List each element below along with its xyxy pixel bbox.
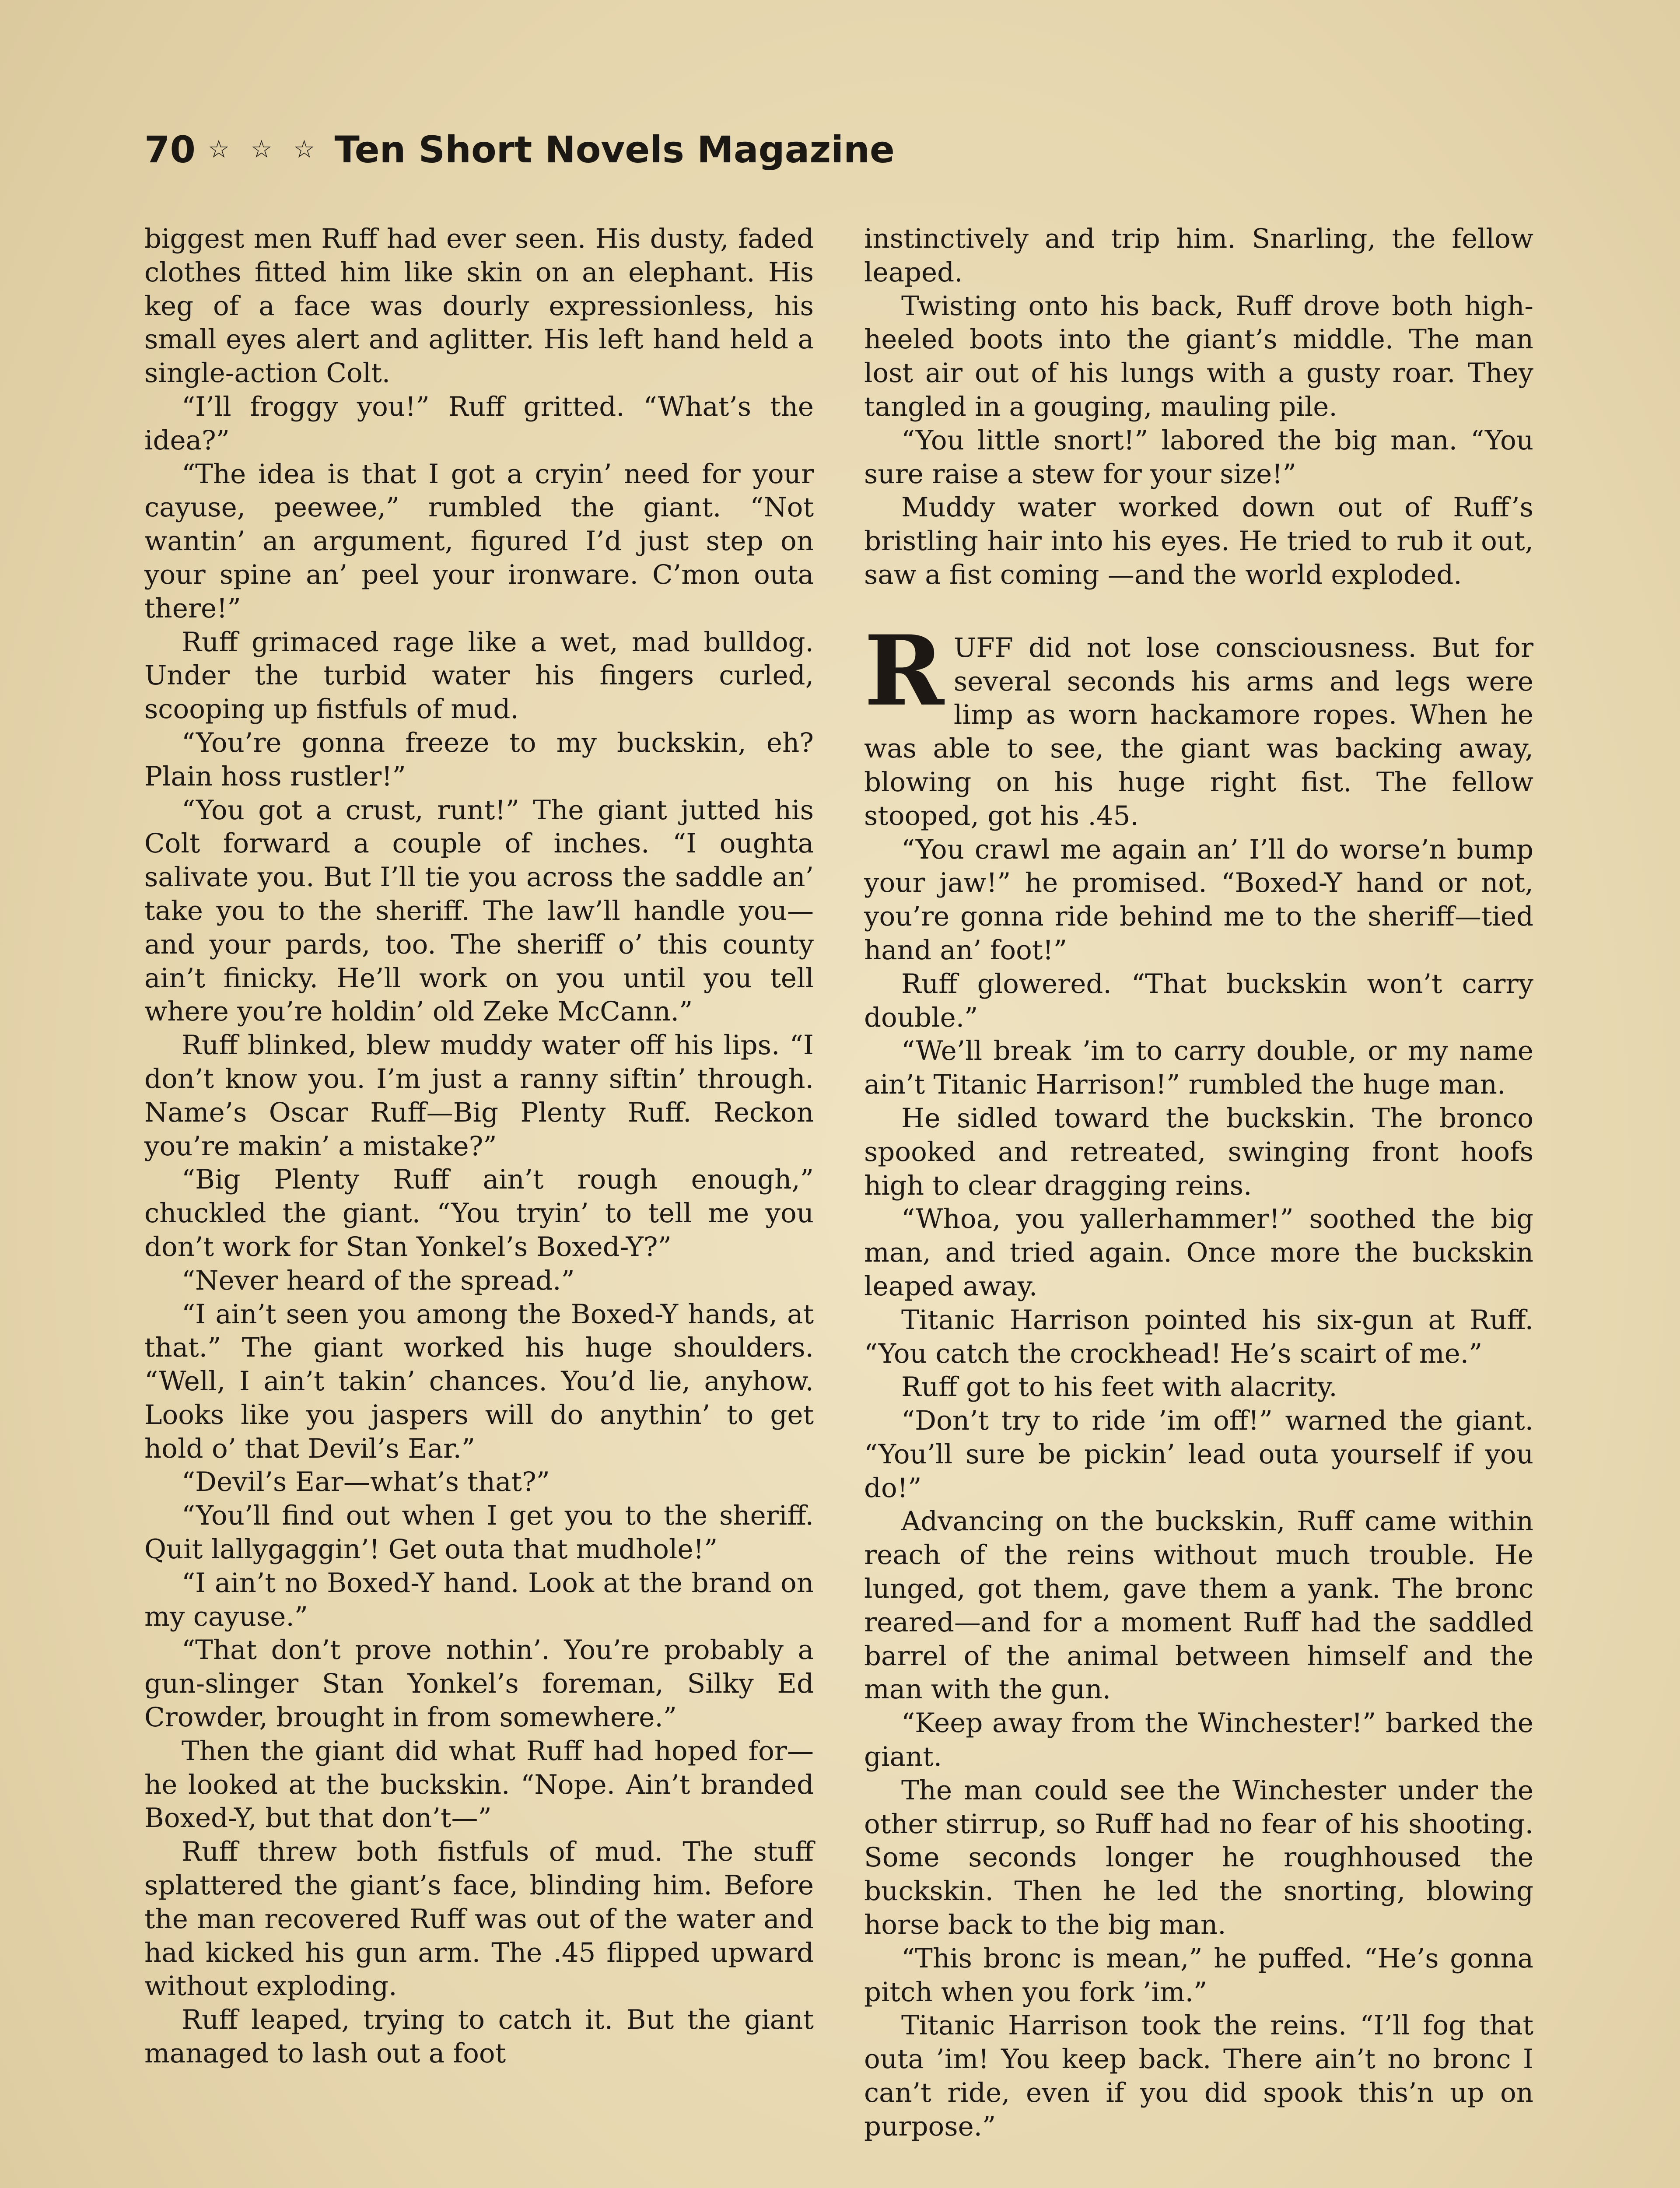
- paragraph: “Keep away from the Winchester!” barked the giant.: [864, 1708, 1533, 1773]
- left-column: [144, 222, 814, 2071]
- paragraph: “You little snort!” labored the big man. “You sure raise a stew for your size!”: [864, 424, 1533, 490]
- paragraph: Muddy water worked down out of Ruff’s bristling hair into his eyes. He tried to rub it out, saw a fist coming —and the world exploded.: [864, 492, 1533, 590]
- paragraph: Ruff blinked, blew muddy water off his lips. “I don’t know you. I’m just a ranny siftin’ through. Name’s Oscar Ruff—Big Plenty Ruff. Reckon you’re makin’ a mistake?”: [144, 1030, 814, 1162]
- paragraph: instinctively and trip him. Snarling, the fellow leaped.: [864, 223, 1533, 288]
- paragraph: “Don’t try to ride ’im off!” warned the giant. “You’ll sure be pickin’ lead outa yourself if you do!”: [864, 1405, 1533, 1504]
- paragraph: “Whoa, you yallerhammer!” soothed the big man, and tried again. Once more the buckskin leaped away.: [864, 1203, 1533, 1302]
- paragraph: “We’ll break ’im to carry double, or my name ain’t Titanic Harrison!” rumbled the huge man.: [864, 1035, 1533, 1101]
- paragraph: “You crawl me again an’ I’ll do worse’n bump your jaw!” he promised. “Boxed-Y hand or not, you’re gonna ride behind me to the sheriff—tied hand an’ foot!”: [864, 834, 1533, 966]
- paragraph: “You’re gonna freeze to my buckskin, eh? Plain hoss rustler!”: [144, 727, 814, 792]
- paragraph: Then the giant did what Ruff had hoped for—he looked at the buckskin. “Nope. Ain’t branded Boxed-Y, but that don’t—”: [144, 1735, 814, 1834]
- paragraph: biggest men Ruff had ever seen. His dusty, faded clothes fitted him like skin on an elephant. His keg of a face was dourly expressionless, his small eyes alert and aglitter. His left hand held a single-action Colt.: [144, 223, 814, 389]
- paragraph: Advancing on the buckskin, Ruff came within reach of the reins without much trouble. He lunged, got them, gave them a yank. The bronc reared—and for a moment Ruff had the saddled barrel of the animal between himself and the man with the gun.: [864, 1506, 1533, 1705]
- paragraph: “You’ll find out when I get you to the sheriff. Quit lallygaggin’! Get outa that mudhole!”: [144, 1500, 814, 1565]
- paragraph: Twisting onto his back, Ruff drove both high-heeled boots into the giant’s middle. The man lost air out of his lungs with a gusty roar. They tangled in a gouging, mauling pile.: [864, 290, 1533, 422]
- paragraph: “I ain’t seen you among the Boxed-Y hands, at that.” The giant worked his huge shoulders. “Well, I ain’t takin’ chances. You’d lie, anyhow. Looks like you jaspers will do anythin’ to get hold o’ that Devil’s Ear.”: [144, 1298, 814, 1464]
- paragraph: Ruff glowered. “That buckskin won’t carry double.”: [864, 968, 1533, 1033]
- magazine-title: Ten Short Novels Magazine: [334, 128, 895, 171]
- paragraph: “I’ll froggy you!” Ruff gritted. “What’s the idea?”: [144, 391, 814, 456]
- paragraph: “Devil’s Ear—what’s that?”: [182, 1466, 550, 1498]
- paragraph: Ruff got to his feet with alacrity.: [901, 1371, 1337, 1403]
- paragraph: “Big Plenty Ruff ain’t rough enough,” chuckled the giant. “You tryin’ to tell me you don’t work for Stan Yonkel’s Boxed-Y?”: [144, 1164, 814, 1262]
- drop-cap-text: UFF did not lose consciousness. But for several seconds his arms and legs were limp as worn hackamore ropes. When he was able to see, the giant was backing away, blowing on his huge right fist. The fellow stooped, got his .45.: [864, 632, 1533, 831]
- paragraph: “The idea is that I got a cryin’ need for your cayuse, peewee,” rumbled the giant. “Not wantin’ an argument, figured I’d just step on your spine an’ peel your ironware. C’mon outa there!”: [144, 458, 814, 624]
- paragraph: Titanic Harrison pointed his six-gun at Ruff. “You catch the crockhead! He’s scairt of me.”: [864, 1304, 1533, 1369]
- page-header: [144, 128, 895, 171]
- right-column: [864, 222, 1533, 2144]
- paragraph: Ruff threw both fistfuls of mud. The stuff splattered the giant’s face, blinding him. Before the man recovered Ruff was out of the water and had kicked his gun arm. The .45 flipped upward without exploding.: [144, 1836, 814, 2002]
- section-opening-paragraph: [864, 614, 1533, 833]
- page-number: 70: [144, 128, 196, 171]
- paragraph: He sidled toward the buckskin. The bronco spooked and retreated, swinging front hoofs high to clear dragging reins.: [864, 1102, 1533, 1201]
- star-ornaments: ☆ ☆ ☆: [207, 135, 322, 164]
- paragraph: “Never heard of the spread.”: [182, 1265, 575, 1296]
- paragraph: Titanic Harrison took the reins. “I’ll fog that outa ’im! You keep back. There ain’t no bronc I can’t ride, even if you did spook this’n up on purpose.”: [864, 2010, 1533, 2142]
- paragraph: “You got a crust, runt!” The giant jutted his Colt forward a couple of inches. “I oughta salivate you. But I’ll tie you across the saddle an’ take you to the sheriff. The law’ll handle you—and your pards, too. The sheriff o’ this county ain’t finicky. He’ll work on you until you tell where you’re holdin’ old Zeke McCann.”: [144, 794, 814, 1027]
- drop-cap: R: [864, 614, 944, 727]
- paragraph: “This bronc is mean,” he puffed. “He’s gonna pitch when you fork ’im.”: [864, 1943, 1533, 2008]
- paragraph: The man could see the Winchester under the other stirrup, so Ruff had no fear of his shooting. Some seconds longer he roughhoused the buckskin. Then he led the snorting, blowing horse back to the big man.: [864, 1774, 1533, 1941]
- paragraph: “That don’t prove nothin’. You’re probably a gun-slinger Stan Yonkel’s foreman, Silky Ed Crowder, brought in from somewhere.”: [144, 1634, 814, 1733]
- paragraph: Ruff grimaced rage like a wet, mad bulldog. Under the turbid water his fingers curled, scooping up fistfuls of mud.: [144, 626, 814, 725]
- paragraph: Ruff leaped, trying to catch it. But the giant managed to lash out a foot: [144, 2004, 814, 2069]
- paragraph: “I ain’t no Boxed-Y hand. Look at the brand on my cayuse.”: [144, 1567, 814, 1632]
